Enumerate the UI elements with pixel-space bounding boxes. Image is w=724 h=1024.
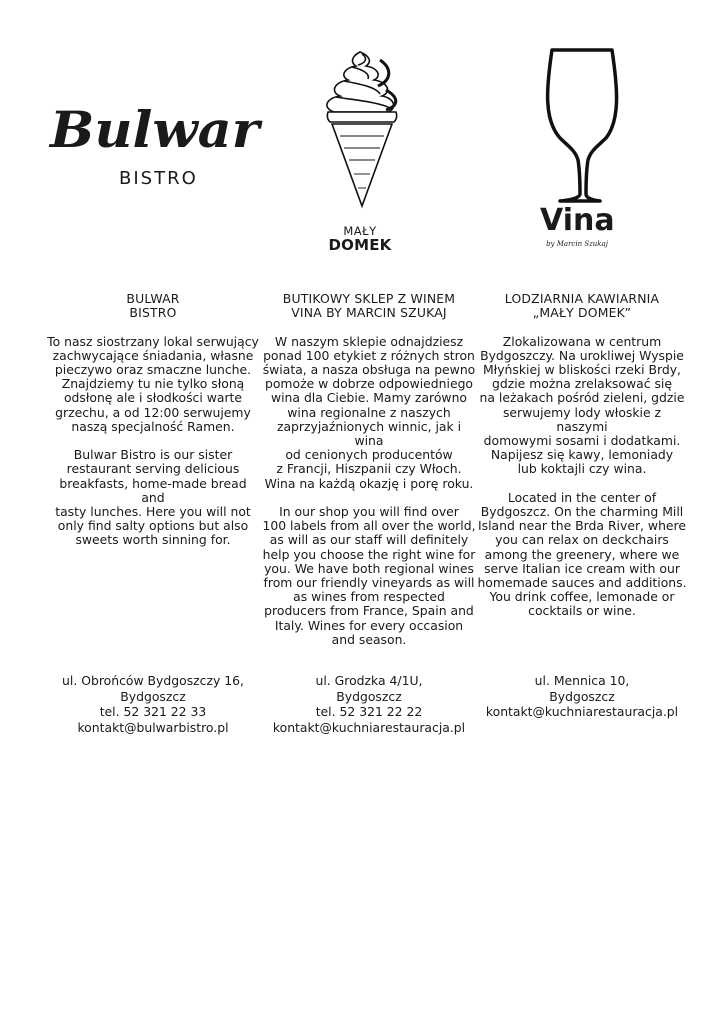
description-en: Located in the center of Bydgoszcz. On the charming Mill Island near the Brda River, where you can relax on deckchairs among the greenery, where we serve Italian ice cream with our homemade sauces and additions. You drink coffee, lemonade or cocktails or wine.	[477, 489, 687, 619]
description-pl: Zlokalizowana w centrum Bydgoszczy. Na urokliwej Wyspie Młyńskiej w bliskości rzeki Brdy, gdzie można zrelaksować się na leżakach pośród zieleni, gdzie serwujemy lody włoskie z naszymi domowymi sosami i dodatkami. Napijesz się kawy, lemoniady lub koktajli czy wina.	[479, 333, 685, 477]
bulwar-logo-subtitle: BISTRO	[119, 168, 198, 189]
vina-logo-signature: by Marcin Szukaj	[546, 240, 608, 248]
address-maly-domek: ul. Mennica 10, Bydgoszcz kontakt@kuchniarestauracja.pl	[485, 673, 679, 719]
wine-glass-icon	[0, 0, 724, 230]
description-en: Bulwar Bistro is our sister restaurant serving delicious breakfasts, home-made bread and tasty lunches. Here you will not only find salty options but also sweets worth sinning for.	[55, 447, 251, 548]
column-bulwar	[46, 292, 260, 548]
column-vina	[262, 292, 476, 647]
address-vina: ul. Grodzka 4/1U, Bydgoszcz tel. 52 321 22 22 kontakt@kuchniarestauracja.pl	[272, 673, 466, 735]
column-heading: BUTIKOWY SKLEP Z WINEM VINA BY MARCIN SZUKAJ	[282, 291, 456, 321]
column-maly-domek	[476, 292, 688, 619]
column-heading: LODZIARNIA KAWIARNIA „MAŁY DOMEK”	[504, 291, 660, 321]
description-en: In our shop you will find over 100 labels from all over the world, as will as our staff will definitely help you choose the right wine for you. We have both regional wines from our friendly vineyards as will as wines from respected producers from France, Spain and Italy. Wines for every occasion and season.	[262, 504, 476, 647]
bulwar-logo-title: Bulwar	[50, 100, 260, 159]
column-heading: BULWAR BISTRO	[126, 291, 180, 321]
address-bulwar: ul. Obrońców Bydgoszczy 16, Bydgoszcz tel. 52 321 22 33 kontakt@bulwarbistro.pl	[62, 673, 244, 735]
maly-domek-logo-line1: MAŁY	[343, 224, 377, 238]
vina-logo-title: Vina	[540, 203, 615, 238]
description-pl: To nasz siostrzany lokal serwujący zachwycające śniadania, własne pieczywo oraz smaczne lunche. Znajdziemy tu nie tylko słoną odsłonę ale i słodkości warte grzechu, a od 12:00 serwujemy naszą specjalność Ramen.	[47, 333, 259, 434]
description-pl: W naszym sklepie odnajdziesz ponad 100 etykiet z różnych stron świata, a nasza obsługa na pewno pomoże w dobrze odpowiedniego wina dla Ciebie. Mamy zarówno wina regionalne z naszych zaprzyjaźnionych winnic, jak i wina od cenionych producentów z Francji, Hiszpanii czy Włoch. Wina na każdą okazję i porę roku.	[262, 333, 476, 491]
maly-domek-logo-line2: DOMEK	[328, 236, 392, 254]
